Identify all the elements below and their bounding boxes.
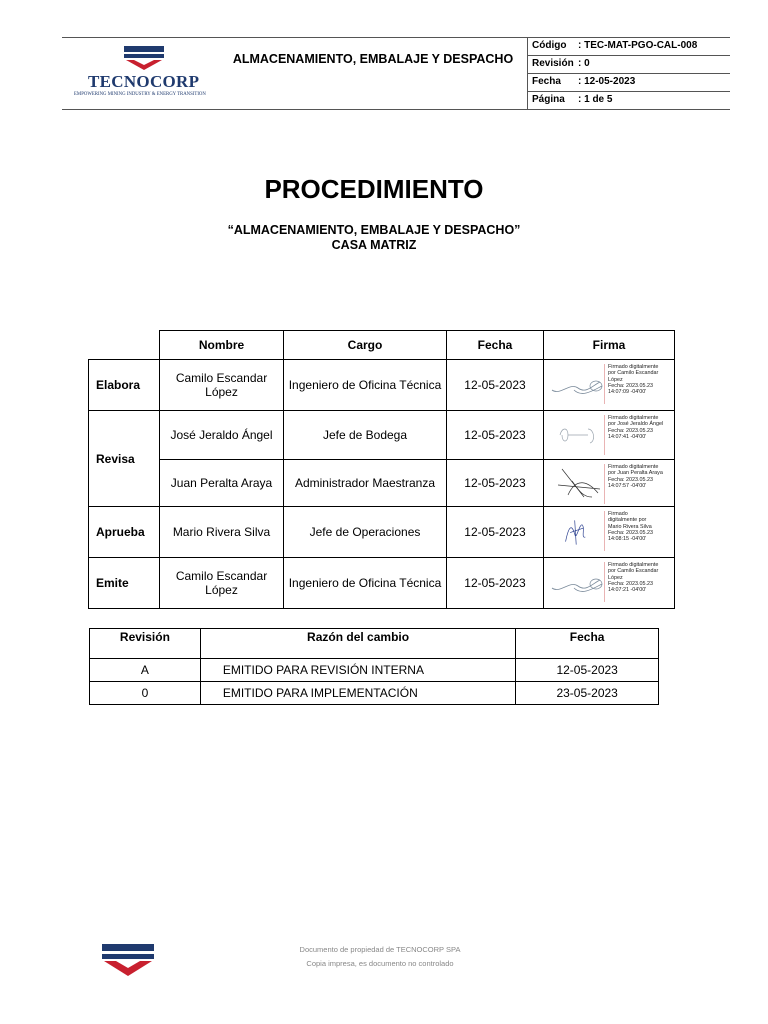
stamp-line: Fecha: 2023.05.23	[608, 529, 653, 536]
meta-label: Revisión	[532, 58, 574, 69]
table-row	[89, 411, 675, 460]
meta-label: Código	[532, 40, 567, 51]
stamp-divider	[604, 511, 605, 551]
nombre-cell: Juan Peralta Araya	[160, 460, 284, 507]
table-row	[90, 682, 659, 705]
header-revision: Revisión	[90, 629, 201, 659]
table-row	[89, 360, 675, 411]
footer-ownership: Documento de propiedad de TECNOCORP SPA	[299, 945, 461, 954]
meta-value: : TEC-MAT-PGO-CAL-008	[578, 40, 698, 51]
revision-cell: 0	[90, 682, 201, 705]
cargo-cell: Ingeniero de Oficina Técnica	[284, 558, 447, 609]
stamp-line: por Camilo Escandar	[608, 370, 659, 377]
document-title: PROCEDIMIENTO	[264, 174, 484, 204]
meta-revision	[530, 55, 730, 73]
stamp-line: por José Jeraldo Ángel	[608, 421, 664, 428]
cargo-cell: Administrador Maestranza	[284, 460, 447, 507]
header-nombre: Nombre	[160, 331, 284, 360]
firma-cell	[544, 360, 675, 411]
role-aprueba: Aprueba	[89, 507, 160, 558]
firma-cell	[544, 411, 675, 460]
header-title: ALMACENAMIENTO, EMBALAJE Y DESPACHO	[232, 52, 514, 66]
header-fecha: Fecha	[516, 629, 659, 659]
header-razon: Razón del cambio	[200, 629, 515, 659]
stamp-line: Firmado digitalmente	[608, 415, 659, 421]
stamp-line: Mario Rivera Silva	[608, 523, 652, 530]
meta-value: : 0	[578, 58, 590, 69]
location-line: CASA MATRIZ	[331, 238, 417, 252]
meta-label: Fecha	[532, 76, 561, 87]
firma-cell	[544, 507, 675, 558]
stamp-line: 14:07:09 -04'00'	[608, 389, 647, 396]
stamp-line: 14:07:57 -04'00'	[608, 482, 647, 489]
meta-label: Página	[532, 94, 565, 105]
digital-stamp	[608, 562, 674, 593]
table-row	[89, 507, 675, 558]
meta-fecha	[530, 73, 730, 91]
revision-cell: A	[90, 659, 201, 682]
cargo-cell: Jefe de Operaciones	[284, 507, 447, 558]
stamp-line: Fecha: 2023.05.23	[608, 476, 653, 483]
fecha-cell: 23-05-2023	[516, 682, 659, 705]
table-row	[89, 460, 675, 507]
stamp-line: López	[608, 376, 623, 383]
stamp-line: 14:08:15 -04'00'	[608, 536, 647, 543]
fecha-cell: 12-05-2023	[447, 411, 544, 460]
tecnocorp-logo-icon	[72, 44, 222, 74]
handwritten-signature	[548, 566, 606, 598]
digital-stamp	[608, 415, 674, 440]
tecnocorp-logo-icon	[100, 942, 156, 978]
role-revisa: Revisa	[89, 411, 160, 507]
meta-codigo	[530, 37, 730, 55]
role-emite: Emite	[89, 558, 160, 609]
stamp-line: por Camilo Escandar	[608, 568, 659, 575]
stamp-line: Firmado digitalmente	[608, 464, 659, 470]
firma-cell	[544, 460, 675, 507]
fecha-cell: 12-05-2023	[447, 507, 544, 558]
meta-value: : 1 de 5	[578, 94, 613, 105]
stamp-line: por Juan Peralta Araya	[608, 470, 663, 477]
handwritten-signature	[558, 511, 602, 551]
blank-cell	[89, 331, 160, 360]
document-subtitle	[0, 223, 748, 253]
company-tagline: EMPOWERING MINING INDUSTRY & ENERGY TRANSITION	[74, 92, 206, 97]
stamp-divider	[604, 464, 605, 504]
stamp-line: Firmado digitalmente	[608, 364, 659, 370]
nombre-cell: Camilo Escandar López	[160, 558, 284, 609]
table-row	[89, 558, 675, 609]
stamp-line: López	[608, 574, 623, 581]
fecha-cell: 12-05-2023	[516, 659, 659, 682]
footer-copy-notice: Copia impresa, es documento no controlado	[306, 959, 454, 968]
stamp-line: 14:07:21 -04'00'	[608, 587, 647, 594]
stamp-line: Firmado digitalmente	[608, 562, 659, 568]
nombre-cell: José Jeraldo Ángel	[160, 411, 284, 460]
stamp-divider	[604, 415, 605, 455]
fecha-cell: 12-05-2023	[447, 460, 544, 507]
subtitle-line: “ALMACENAMIENTO, EMBALAJE Y DESPACHO”	[227, 223, 521, 237]
nombre-cell: Mario Rivera Silva	[160, 507, 284, 558]
company-name: TECNOCORP	[88, 72, 200, 91]
stamp-line: digitalmente por	[608, 517, 647, 524]
stamp-divider	[604, 562, 605, 602]
firma-cell	[544, 558, 675, 609]
razon-cell: EMITIDO PARA REVISIÓN INTERNA	[200, 659, 515, 682]
stamp-line: Fecha: 2023.05.23	[608, 382, 653, 389]
header-fecha: Fecha	[447, 331, 544, 360]
digital-stamp	[608, 364, 674, 395]
digital-stamp	[608, 464, 674, 489]
nombre-cell: Camilo Escandar López	[160, 360, 284, 411]
stamp-divider	[604, 364, 605, 404]
table-row	[90, 659, 659, 682]
revision-table	[89, 628, 659, 705]
handwritten-signature	[548, 419, 606, 451]
cargo-cell: Ingeniero de Oficina Técnica	[284, 360, 447, 411]
handwritten-signature	[548, 464, 606, 502]
fecha-cell: 12-05-2023	[447, 558, 544, 609]
digital-stamp	[608, 511, 674, 542]
handwritten-signature	[548, 368, 606, 400]
signature-table	[88, 330, 675, 609]
stamp-line: Firmado	[608, 511, 628, 517]
meta-value: : 12-05-2023	[578, 76, 636, 87]
cargo-cell: Jefe de Bodega	[284, 411, 447, 460]
stamp-line: Fecha: 2023.05.23	[608, 427, 653, 434]
stamp-line: 14:07:41 -04'00'	[608, 433, 647, 440]
role-elabora: Elabora	[89, 360, 160, 411]
header-cargo: Cargo	[284, 331, 447, 360]
footer-logo	[100, 942, 156, 978]
fecha-cell: 12-05-2023	[447, 360, 544, 411]
razon-cell: EMITIDO PARA IMPLEMENTACIÓN	[200, 682, 515, 705]
stamp-line: Fecha: 2023.05.23	[608, 580, 653, 587]
company-logo	[72, 44, 222, 102]
header-firma: Firma	[544, 331, 675, 360]
meta-pagina	[530, 91, 730, 109]
